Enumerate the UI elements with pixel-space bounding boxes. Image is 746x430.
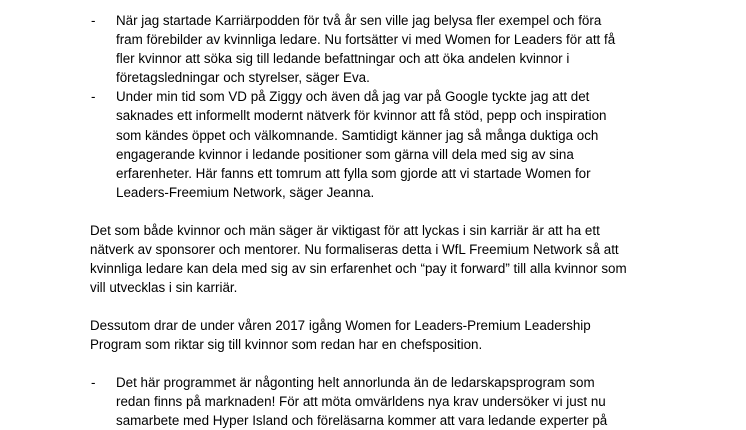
text-line: samarbete med Hyper Island och föreläsarna kommer att vara ledande experter på (116, 413, 608, 429)
text-line: som kändes öppet och välkomnande. Samtidigt känner jag så många duktiga och (116, 127, 599, 143)
bullet-dash: - (91, 13, 96, 28)
paragraph-premium-program (90, 316, 690, 354)
bullet-dash: - (91, 89, 96, 105)
text-line: Det här programmet är någonting helt annorlunda än de ledarskapsprogram som (116, 375, 595, 390)
text-line: engagerande kvinnor i ledande positioner som gärna vill dela med sig av sina (116, 146, 574, 162)
bullet-dash: - (91, 375, 96, 390)
bullet-item-eva (0, 11, 746, 87)
paragraph-network (90, 221, 690, 297)
program-bullet-list (0, 373, 746, 430)
bullet-text (116, 11, 656, 87)
text-line: Program som riktar sig till kvinnor som redan har en chefsposition. (90, 337, 483, 353)
text-line: Dessutom drar de under våren 2017 igång Women for Leaders-Premium Leadership (90, 318, 591, 333)
text-line: Leaders-Freemium Network, säger Jeanna. (116, 184, 375, 200)
text-line: saknades ett informellt modernt nätverk för kvinnor att få stöd, pepp och inspiration (116, 108, 607, 124)
text-line: företagsledningar och styrelser, säger Eva. (116, 70, 370, 86)
bullet-item-jeanna (0, 87, 746, 202)
bullet-text (116, 373, 656, 430)
text-line: vill utvecklas i sin karriär. (90, 280, 238, 296)
bullet-item-program (0, 373, 746, 430)
text-line: När jag startade Karriärpodden för två år sen ville jag belysa fler exempel och föra (116, 13, 602, 28)
text-line: fram förebilder av kvinnliga ledare. Nu fortsätter vi med Women for Leaders för att få (116, 32, 616, 48)
text-line: fler kvinnor att söka sig till ledande befattningar och att öka andelen kvinnor i (116, 51, 570, 67)
text-line: erfarenheter. Här fanns ett tomrum att fylla som gjorde att vi startade Women for (116, 165, 591, 181)
text-line: kvinnliga ledare kan dela med sig av sin erfarenhet och “pay it forward” till alla kvinnor som (90, 261, 627, 277)
text-line: redan finns på marknaden! För att möta omvärldens nya krav undersöker vi just nu (116, 394, 606, 410)
quote-bullet-list (0, 11, 746, 202)
bullet-text (116, 87, 656, 202)
text-line: nätverk av sponsorer och mentorer. Nu formaliseras detta i WfL Freemium Network så att (90, 242, 619, 258)
text-line: Det som både kvinnor och män säger är viktigast för att lyckas i sin karriär är att ha ett (90, 223, 600, 238)
text-line: Under min tid som VD på Ziggy och även då jag var på Google tyckte jag att det (116, 89, 590, 105)
